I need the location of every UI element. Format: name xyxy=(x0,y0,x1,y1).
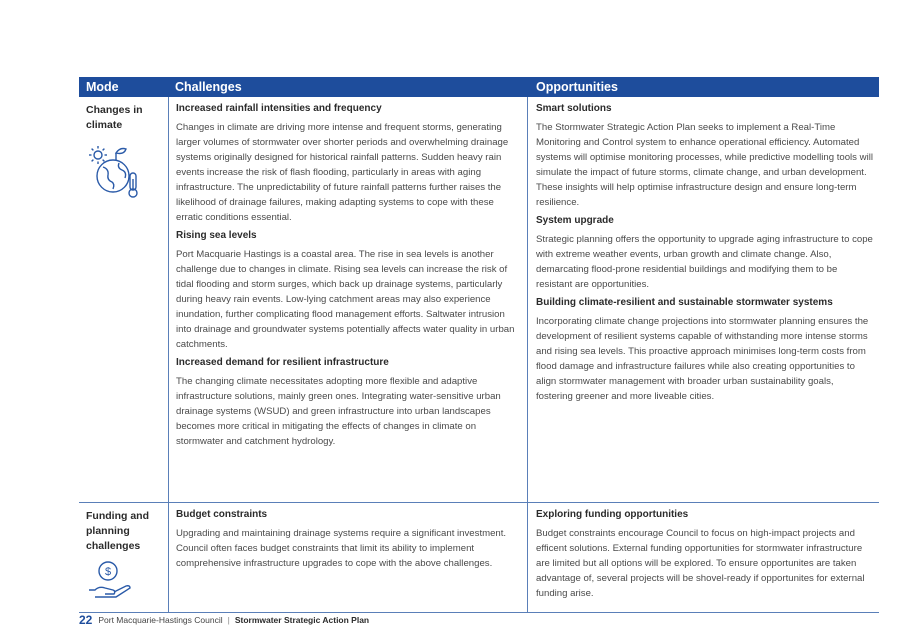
challenge-text: The changing climate necessitates adopting more flexible and adaptive infrastructure solutions, mainly green ones. Integrating water-sensitive urban drainage systems (WSUD) and green infrastructure into urban landscapes becomes more critical in mitigating the effects of changes in climate on stormwater and catchment hydrology. xyxy=(176,376,501,447)
challenge-text: Port Macquarie Hastings is a coastal area. The rise in sea levels is another challenge due to changes in climate. Rising sea levels can increase the risk of tidal flooding and storm surges, which back up drainage systems, particularly during heavy rain events. Low-lying catchment areas may also experience inundation, further complicating flood management efforts. Saltwater intrusion into drainage and groundwater systems potentially affects water quality in urban catchments. xyxy=(176,249,515,350)
svg-text:$: $ xyxy=(104,566,112,578)
table-header xyxy=(79,77,879,97)
organisation-name: Port Macquarie-Hastings Council xyxy=(98,615,223,625)
challenge-title: Increased demand for resilient infrastructure xyxy=(176,357,389,368)
table-row xyxy=(79,503,879,613)
climate-globe-icon xyxy=(86,143,144,201)
opportunities-cell xyxy=(528,97,879,502)
table-row xyxy=(79,97,879,503)
opportunity-title: Exploring funding opportunities xyxy=(536,509,689,520)
mode-cell xyxy=(79,503,169,612)
opportunity-text: Strategic planning offers the opportunity to upgrade aging infrastructure to cope with extreme weather events, urban growth and climate change. Also, demarcating flood-prone residential buildings and modifying them to be resistant are opportunities. xyxy=(536,234,873,290)
header-mode: Mode xyxy=(86,80,119,94)
opportunity-title: Smart solutions xyxy=(536,103,612,114)
page-number: 22 xyxy=(79,613,93,627)
footer-separator: | xyxy=(227,615,230,625)
mode-label: Funding and planning challenges xyxy=(86,510,149,552)
opportunity-text: Budget constraints encourage Council to focus on high-impact projects and efficent solutions. External funding opportunities for stormwater infrastructure are limited but all options will be explored. To ensure opportunites are taken advantage of, several projects will be shovel-ready if opportunites for external funding arise. xyxy=(536,528,865,599)
opportunity-text: Incorporating climate change projections into stormwater planning ensures the development of resilient systems capable of withstanding more intense storms and rising sea levels. This proactive approach minimises long-term costs from flood damage and infrastructure failures while also creating opportunities to align stormwater management with broader urban sustainability goals, fostering greener and more liveable cities. xyxy=(536,316,869,402)
header-challenges: Challenges xyxy=(175,80,242,94)
opportunity-text: The Stormwater Strategic Action Plan seeks to implement a Real-Time Monitoring and Control system to enhance operational efficiency. Automated systems will optimise monitoring processes, while predictive modelling tools will simulate the impact of future storms, climate change, and urban development. These insights will help optimise infrastructure design and ensure long-term resilience. xyxy=(536,122,873,208)
opportunity-title: System upgrade xyxy=(536,215,614,226)
mode-cell xyxy=(79,97,169,502)
challenges-cell xyxy=(169,503,528,612)
header-opportunities: Opportunities xyxy=(536,80,618,94)
mode-table xyxy=(79,77,879,613)
opportunities-cell xyxy=(528,503,879,612)
challenge-text: Upgrading and maintaining drainage systems require a significant investment. Council often faces budget constraints that limit its ability to implement comprehensive infrastructure upgrades to cope with the above challenges. xyxy=(176,528,507,569)
challenges-cell xyxy=(169,97,528,502)
challenge-title: Budget constraints xyxy=(176,509,268,520)
challenge-title: Rising sea levels xyxy=(176,230,257,241)
document-title: Stormwater Strategic Action Plan xyxy=(234,615,370,625)
mode-label: Changes in climate xyxy=(86,104,143,131)
page-footer xyxy=(79,613,369,627)
hand-coin-icon xyxy=(86,560,136,600)
opportunity-title: Building climate-resilient and sustainable stormwater systems xyxy=(536,297,833,308)
challenge-title: Increased rainfall intensities and frequency xyxy=(176,103,382,114)
challenge-text: Changes in climate are driving more intense and frequent storms, generating larger volumes of stormwater over shorter periods and overwhelming drainage systems originally designed for historical rainfall patterns. Sudden heavy rain events increase the risk of flash flooding, particularly in areas with aging infrastructure. The unpredictability of future rainfall patterns further raises the likelihood of drainage failures, making adapting systems to cope with these erratic conditions essential. xyxy=(176,122,509,223)
